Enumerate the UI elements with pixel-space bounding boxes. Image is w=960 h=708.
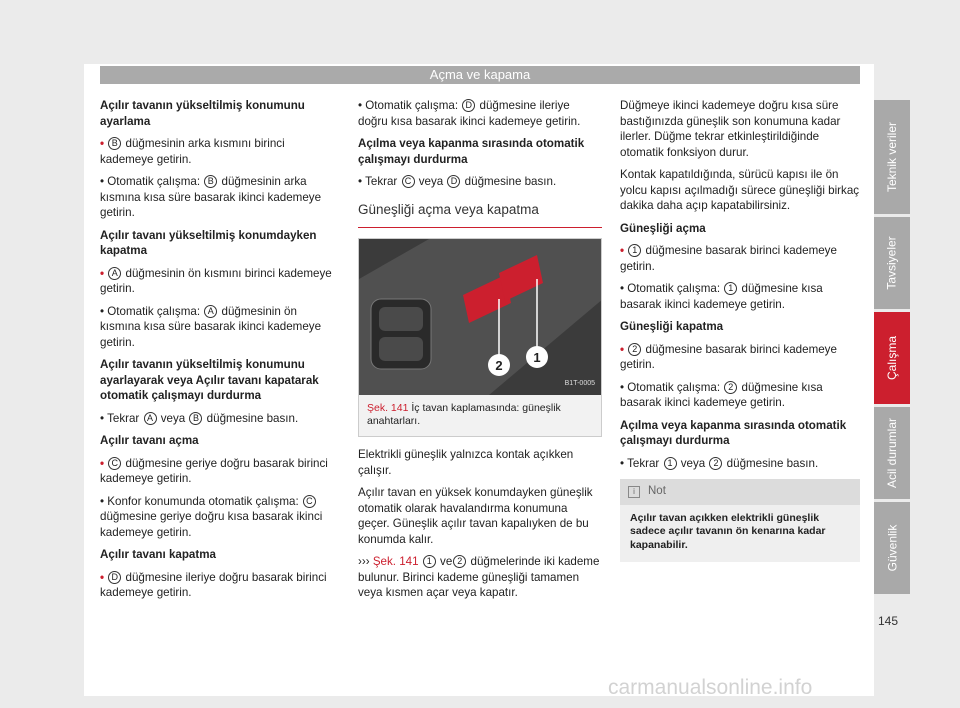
svg-text:2: 2 bbox=[495, 358, 503, 373]
tab-teknik-veriler[interactable]: Teknik veriler bbox=[874, 100, 910, 214]
key-a-icon: A bbox=[144, 412, 157, 425]
paragraph: • A düğmesinin ön kısmını birinci kademeye getirin. bbox=[100, 266, 332, 295]
heading: Açılır tavanı yükseltilmiş konumdayken kapatma bbox=[100, 228, 317, 257]
heading: Güneşliği açma bbox=[620, 221, 706, 235]
key-d-icon: D bbox=[462, 99, 475, 112]
paragraph: • Otomatik çalışma: 2 düğmesine kısa basarak ikinci kademeye getirin. bbox=[620, 380, 823, 409]
key-d-icon: D bbox=[447, 175, 460, 188]
figure-caption: Şek. 141 İç tavan kaplamasında: güneşlik anahtarları. bbox=[359, 395, 601, 436]
paragraph: • Tekrar A veya B düğmesine basın. bbox=[100, 411, 299, 425]
paragraph: Düğmeye ikinci kademeye doğru kısa süre bastığınızda güneşlik son konumuna kadar ilerler. Düğme tekrar etkinleştirildiğinde otomatik fonksiyon durur. bbox=[620, 99, 841, 159]
note-box bbox=[620, 479, 860, 562]
key-1-icon: 1 bbox=[664, 457, 677, 470]
key-b-icon: B bbox=[189, 412, 202, 425]
paragraph: • 2 düğmesine basarak birinci kademeye getirin. bbox=[620, 342, 837, 371]
paragraph: • D düğmesine ileriye doğru basarak birinci kademeye getirin. bbox=[100, 570, 327, 599]
paragraph: • Otomatik çalışma: D düğmesine ileriye doğru kısa basarak ikinci kademeye getirin. bbox=[358, 99, 581, 128]
key-a-icon: A bbox=[204, 305, 217, 318]
paragraph: • B düğmesinin arka kısmını birinci kademeye getirin. bbox=[100, 137, 285, 166]
paragraph: Açılır tavan en yüksek konumdayken güneşlik otomatik olarak havalandırma konumuna geçer. Güneşlik açılır tavan kapalıyken de bu konumda kalır. bbox=[358, 486, 593, 546]
column-1 bbox=[100, 98, 338, 608]
key-b-icon: B bbox=[204, 175, 217, 188]
paragraph: • Tekrar 1 veya 2 düğmesine basın. bbox=[620, 456, 819, 470]
paragraph: • C düğmesine geriye doğru basarak birinci kademeye getirin. bbox=[100, 456, 328, 485]
key-b-icon: B bbox=[108, 137, 121, 150]
paragraph: ››› Şek. 141 1 ve 2 düğmelerinde iki kademe bulunur. Birinci kademe güneşliği tamamen veya kısmen açar veya kapatır. bbox=[358, 555, 600, 599]
column-2 bbox=[358, 98, 602, 608]
paragraph: Kontak kapatıldığında, sürücü kapısı ile ön yolcu kapısı açılmadığı sürece güneşliği birkaç dakika daha açıp kapatabilirsiniz. bbox=[620, 168, 860, 212]
figure-link[interactable]: Şek. 141 bbox=[372, 555, 419, 568]
key-2-icon: 2 bbox=[628, 343, 641, 356]
paragraph: • Otomatik çalışma: A düğmesinin ön kısmına kısa süre basarak ikinci kademeye getirin. bbox=[100, 304, 322, 349]
heading: Açılır tavanın yükseltilmiş konumunu ayarlayarak veya Açılır tavanı kapatarak otomatik çalışmayı durdurma bbox=[100, 358, 319, 402]
heading: Açılır tavanı kapatma bbox=[100, 548, 216, 561]
key-1-icon: 1 bbox=[423, 555, 436, 568]
tab-guvenlik[interactable]: Güvenlik bbox=[874, 502, 910, 594]
paragraph: • Konfor konumunda otomatik çalışma: C düğmesine geriye doğru kısa basarak ikinci kademeye getirin. bbox=[100, 494, 323, 539]
heading: Açılır tavanın yükseltilmiş konumunu ayarlama bbox=[100, 99, 305, 128]
heading: Açılır tavanı açma bbox=[100, 434, 199, 447]
paragraph: Elektrikli güneşlik yalnızca kontak açıkken çalışır. bbox=[358, 448, 574, 477]
heading: Açılma veya kapanma sırasında otomatik çalışmayı durdurma bbox=[620, 418, 847, 447]
figure bbox=[358, 238, 602, 437]
column-3 bbox=[620, 98, 860, 562]
paragraph: • 1 düğmesine basarak birinci kademeye getirin. bbox=[620, 244, 837, 273]
page-number: 145 bbox=[878, 614, 899, 628]
watermark: carmanualsonline.info bbox=[608, 676, 813, 699]
key-a-icon: A bbox=[108, 267, 121, 280]
heading: Güneşliği kapatma bbox=[620, 320, 724, 333]
key-1-icon: 1 bbox=[724, 282, 737, 295]
key-c-icon: C bbox=[108, 457, 121, 470]
sunshade-switch-illustration bbox=[359, 239, 601, 395]
key-1-icon: 1 bbox=[628, 244, 641, 257]
key-c-icon: C bbox=[303, 495, 316, 508]
key-d-icon: D bbox=[108, 571, 121, 584]
figure-code: B1T-0005 bbox=[564, 379, 595, 387]
heading: Açılma veya kapanma sırasında otomatik çalışmayı durdurma bbox=[358, 137, 585, 166]
paragraph: • Tekrar C veya D düğmesine basın. bbox=[358, 175, 557, 188]
key-c-icon: C bbox=[402, 175, 415, 188]
note-header: i Not bbox=[620, 479, 860, 505]
note-body: Açılır tavan açıkken elektrikli güneşlik sadece açılır tavanın ön kenarına kadar kapanabilir. bbox=[630, 511, 826, 551]
page-header: Açma ve kapama bbox=[100, 66, 860, 84]
section-title: Güneşliği açma veya kapatma bbox=[358, 202, 602, 229]
chapter-tabs bbox=[874, 100, 910, 597]
paragraph: • Otomatik çalışma: B düğmesinin arka kısmına kısa süre basarak ikinci kademeye getirin. bbox=[100, 175, 322, 219]
paragraph: • Otomatik çalışma: 1 düğmesine kısa basarak ikinci kademeye getirin. bbox=[620, 282, 823, 311]
tab-calisma[interactable]: Çalışma bbox=[874, 312, 910, 404]
svg-text:1: 1 bbox=[533, 350, 541, 365]
key-2-icon: 2 bbox=[724, 381, 737, 394]
info-icon: i bbox=[628, 486, 640, 498]
sunshade-switch-photo bbox=[359, 239, 601, 395]
tab-acil-durumlar[interactable]: Acil durumlar bbox=[874, 407, 910, 499]
key-2-icon: 2 bbox=[709, 457, 722, 470]
key-2-icon: 2 bbox=[453, 555, 466, 568]
tab-tavsiyeler[interactable]: Tavsiyeler bbox=[874, 217, 910, 309]
